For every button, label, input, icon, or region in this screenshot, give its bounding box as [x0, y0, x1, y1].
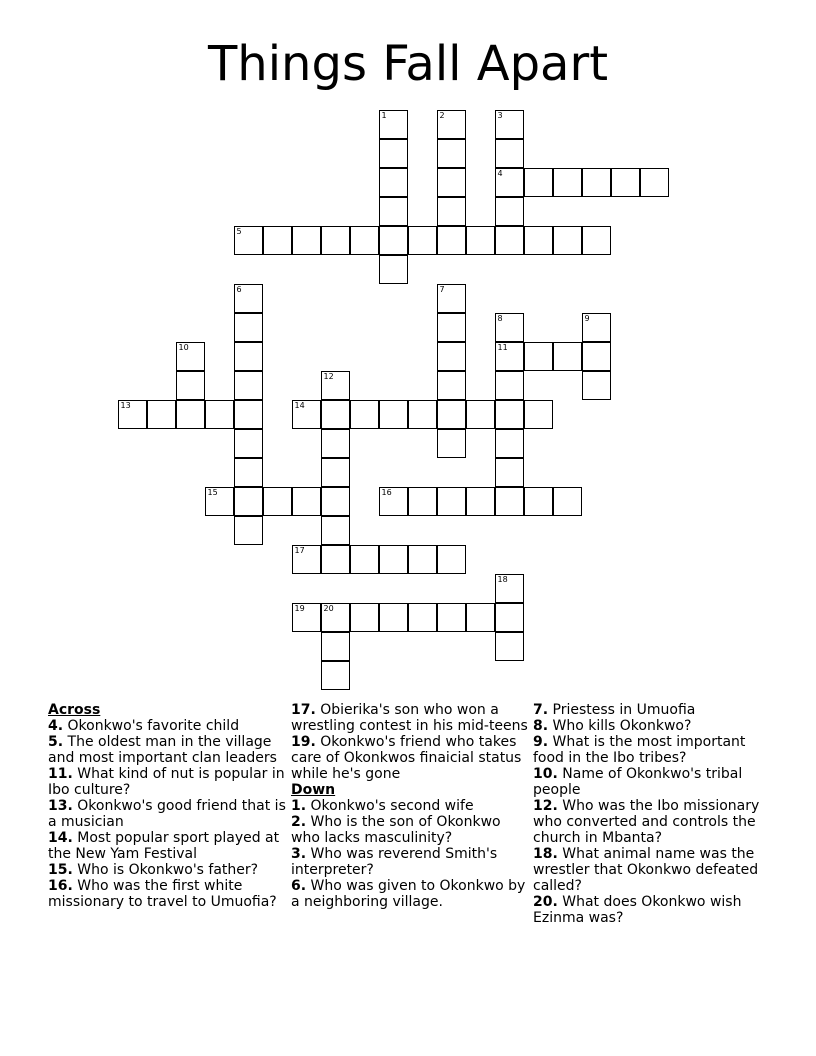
grid-cell[interactable]	[495, 458, 524, 487]
clue-num: 20.	[533, 894, 558, 910]
grid-cell[interactable]	[466, 400, 495, 429]
across-clue	[48, 830, 286, 862]
grid-cell[interactable]	[379, 400, 408, 429]
grid-cell[interactable]	[379, 487, 408, 516]
grid-cell[interactable]	[408, 400, 437, 429]
clue-number: 3	[497, 110, 503, 120]
clue-number: 18	[497, 574, 508, 584]
grid-cell[interactable]	[495, 313, 524, 342]
clue-num: 8.	[533, 718, 549, 734]
grid-cell[interactable]	[437, 487, 466, 516]
grid-cell[interactable]	[466, 487, 495, 516]
down-clue	[533, 734, 773, 766]
grid-cell[interactable]	[292, 400, 321, 429]
clue-text: What animal name was the wrestler that Okonkwo defeated called?	[533, 846, 759, 894]
grid-cell[interactable]	[321, 603, 350, 632]
grid-cell[interactable]	[524, 487, 553, 516]
grid-cell[interactable]	[553, 487, 582, 516]
down-clue	[533, 894, 773, 926]
grid-cell[interactable]	[234, 400, 263, 429]
grid-cell[interactable]	[379, 110, 408, 139]
grid-cell[interactable]	[321, 458, 350, 487]
grid-cell[interactable]	[495, 168, 524, 197]
clue-text: Who was reverend Smith's interpreter?	[291, 846, 498, 878]
grid-cell[interactable]	[379, 545, 408, 574]
clue-number: 16	[381, 487, 392, 497]
grid-cell[interactable]	[321, 545, 350, 574]
grid-cell[interactable]	[437, 110, 466, 139]
grid-cell[interactable]	[234, 342, 263, 371]
across-clue	[48, 718, 286, 734]
grid-cell[interactable]	[292, 545, 321, 574]
clue-number: 17	[294, 545, 305, 555]
grid-cell[interactable]	[408, 545, 437, 574]
grid-cell[interactable]	[582, 226, 611, 255]
clue-num: 2.	[291, 814, 307, 830]
clue-num: 14.	[48, 830, 73, 846]
grid-cell[interactable]	[553, 342, 582, 371]
grid-cell[interactable]	[437, 371, 466, 400]
clue-num: 17.	[291, 702, 316, 718]
grid-cell[interactable]	[321, 516, 350, 545]
grid-cell[interactable]	[611, 168, 640, 197]
clue-text: Who was given to Okonkwo by a neighboring village.	[291, 878, 526, 910]
grid-cell[interactable]	[408, 603, 437, 632]
grid-cell[interactable]	[379, 197, 408, 226]
grid-cell[interactable]	[176, 371, 205, 400]
grid-cell[interactable]	[582, 371, 611, 400]
grid-cell[interactable]	[350, 400, 379, 429]
clue-text: Okonkwo's friend who takes care of Okonkwos finaicial status while he's gone	[291, 734, 522, 782]
clue-number: 13	[120, 400, 131, 410]
grid-cell[interactable]	[553, 226, 582, 255]
clue-number: 8	[497, 313, 503, 323]
down-clue	[291, 814, 529, 846]
grid-cell[interactable]	[292, 603, 321, 632]
grid-cell[interactable]	[495, 226, 524, 255]
grid-cell[interactable]	[379, 139, 408, 168]
grid-cell[interactable]	[234, 429, 263, 458]
grid-cell[interactable]	[205, 400, 234, 429]
grid-cell[interactable]	[321, 226, 350, 255]
clue-number: 1	[381, 110, 387, 120]
across-heading: Across	[48, 702, 101, 718]
grid-cell[interactable]	[495, 632, 524, 661]
grid-cell[interactable]	[292, 226, 321, 255]
grid-cell[interactable]	[263, 226, 292, 255]
grid-cell[interactable]	[524, 168, 553, 197]
clue-text: What is the most important food in the Ibo tribes?	[533, 734, 746, 766]
clue-column-1	[48, 702, 286, 910]
grid-cell[interactable]	[495, 574, 524, 603]
across-clue	[48, 734, 286, 766]
down-clue	[291, 878, 529, 910]
down-clue	[291, 798, 529, 814]
clue-number: 10	[178, 342, 189, 352]
clue-num: 1.	[291, 798, 307, 814]
clue-num: 10.	[533, 766, 558, 782]
clue-number: 15	[207, 487, 218, 497]
grid-cell[interactable]	[466, 226, 495, 255]
grid-cell[interactable]	[495, 487, 524, 516]
clue-num: 11.	[48, 766, 73, 782]
clue-number: 7	[439, 284, 445, 294]
clue-num: 6.	[291, 878, 307, 894]
grid-cell[interactable]	[321, 487, 350, 516]
grid-cell[interactable]	[321, 632, 350, 661]
clue-text: Priestess in Umuofia	[548, 702, 696, 718]
grid-cell[interactable]	[495, 342, 524, 371]
clue-num: 12.	[533, 798, 558, 814]
grid-cell[interactable]	[147, 400, 176, 429]
grid-cell[interactable]	[524, 226, 553, 255]
grid-cell[interactable]	[524, 400, 553, 429]
grid-cell[interactable]	[495, 110, 524, 139]
clue-column-2	[291, 702, 529, 910]
clue-number: 19	[294, 603, 305, 613]
grid-cell[interactable]	[437, 139, 466, 168]
across-clue	[48, 798, 286, 830]
grid-cell[interactable]	[437, 400, 466, 429]
grid-cell[interactable]	[437, 226, 466, 255]
grid-cell[interactable]	[176, 342, 205, 371]
grid-cell[interactable]	[379, 255, 408, 284]
clue-text: Who kills Okonkwo?	[548, 718, 692, 734]
grid-cell[interactable]	[437, 342, 466, 371]
down-clue	[533, 798, 773, 846]
grid-cell[interactable]	[263, 487, 292, 516]
grid-cell[interactable]	[437, 313, 466, 342]
clue-text: Obierika's son who won a wrestling contest in his mid-teens	[291, 702, 528, 734]
grid-cell[interactable]	[205, 487, 234, 516]
grid-cell[interactable]	[408, 226, 437, 255]
clue-text: What kind of nut is popular in Ibo culture?	[48, 766, 285, 798]
grid-cell[interactable]	[350, 603, 379, 632]
grid-cell[interactable]	[321, 661, 350, 690]
grid-cell[interactable]	[524, 342, 553, 371]
grid-cell[interactable]	[495, 429, 524, 458]
clue-text: Who is Okonkwo's father?	[72, 862, 259, 878]
clue-number: 20	[323, 603, 334, 613]
clue-number: 2	[439, 110, 445, 120]
clue-num: 9.	[533, 734, 549, 750]
page-title: Things Fall Apart	[207, 36, 609, 92]
grid-cell[interactable]	[495, 371, 524, 400]
grid-cell[interactable]	[234, 226, 263, 255]
clue-num: 15.	[48, 862, 73, 878]
grid-cell[interactable]	[234, 284, 263, 313]
clue-text: Okonkwo's good friend that is a musician	[48, 798, 286, 830]
grid-cell[interactable]	[234, 313, 263, 342]
grid-cell[interactable]	[495, 197, 524, 226]
across-clue	[48, 878, 286, 910]
down-clue	[291, 846, 529, 878]
clue-text: Okonkwo's favorite child	[63, 718, 240, 734]
grid-cell[interactable]	[553, 168, 582, 197]
down-heading: Down	[291, 782, 336, 798]
down-clue	[533, 846, 773, 894]
grid-cell[interactable]	[321, 371, 350, 400]
clue-num: 3.	[291, 846, 307, 862]
grid-cell[interactable]	[640, 168, 669, 197]
grid-cell[interactable]	[234, 516, 263, 545]
grid-cell[interactable]	[582, 313, 611, 342]
across-clue	[48, 766, 286, 798]
clue-num: 13.	[48, 798, 73, 814]
down-clue	[533, 702, 773, 718]
down-clue	[533, 718, 773, 734]
across-clue	[48, 862, 286, 878]
clue-number: 11	[497, 342, 508, 352]
grid-cell[interactable]	[437, 429, 466, 458]
clue-text: Name of Okonkwo's tribal people	[533, 766, 743, 798]
grid-cell[interactable]	[321, 400, 350, 429]
grid-cell[interactable]	[176, 400, 205, 429]
across-clue	[291, 702, 529, 734]
grid-cell[interactable]	[582, 168, 611, 197]
clue-number: 14	[294, 400, 305, 410]
grid-cell[interactable]	[495, 400, 524, 429]
down-clue	[533, 766, 773, 798]
clue-num: 18.	[533, 846, 558, 862]
clue-num: 4.	[48, 718, 64, 734]
clue-number: 4	[497, 168, 503, 178]
grid-cell[interactable]	[292, 487, 321, 516]
clue-text: The oldest man in the village and most important clan leaders	[48, 734, 277, 766]
grid-cell[interactable]	[234, 371, 263, 400]
clue-num: 16.	[48, 878, 73, 894]
grid-cell[interactable]	[379, 168, 408, 197]
clue-text: Most popular sport played at the New Yam Festival	[48, 830, 280, 862]
clue-num: 7.	[533, 702, 549, 718]
grid-cell[interactable]	[234, 458, 263, 487]
grid-cell[interactable]	[350, 545, 379, 574]
grid-cell[interactable]	[437, 603, 466, 632]
clue-text: What does Okonkwo wish Ezinma was?	[533, 894, 742, 926]
grid-cell[interactable]	[582, 342, 611, 371]
grid-cell[interactable]	[379, 603, 408, 632]
grid-cell[interactable]	[437, 545, 466, 574]
grid-cell[interactable]	[495, 603, 524, 632]
grid-cell[interactable]	[379, 226, 408, 255]
clue-number: 5	[236, 226, 242, 236]
clue-text: Who is the son of Okonkwo who lacks masculinity?	[291, 814, 501, 846]
clue-text: Okonkwo's second wife	[306, 798, 474, 814]
grid-cell[interactable]	[234, 487, 263, 516]
grid-cell[interactable]	[495, 139, 524, 168]
grid-cell[interactable]	[408, 487, 437, 516]
grid-cell[interactable]	[350, 226, 379, 255]
clue-num: 19.	[291, 734, 316, 750]
clue-text: Who was the first white missionary to travel to Umuofia?	[48, 878, 277, 910]
clue-num: 5.	[48, 734, 64, 750]
grid-cell[interactable]	[118, 400, 147, 429]
clue-column-3	[533, 702, 773, 926]
across-clue	[291, 734, 529, 782]
grid-cell[interactable]	[437, 197, 466, 226]
grid-cell[interactable]	[321, 429, 350, 458]
clue-number: 6	[236, 284, 242, 294]
clue-number: 9	[584, 313, 590, 323]
grid-cell[interactable]	[466, 603, 495, 632]
clue-text: Who was the Ibo missionary who converted and controls the church in Mbanta?	[533, 798, 760, 846]
grid-cell[interactable]	[437, 284, 466, 313]
grid-cell[interactable]	[437, 168, 466, 197]
clue-number: 12	[323, 371, 334, 381]
